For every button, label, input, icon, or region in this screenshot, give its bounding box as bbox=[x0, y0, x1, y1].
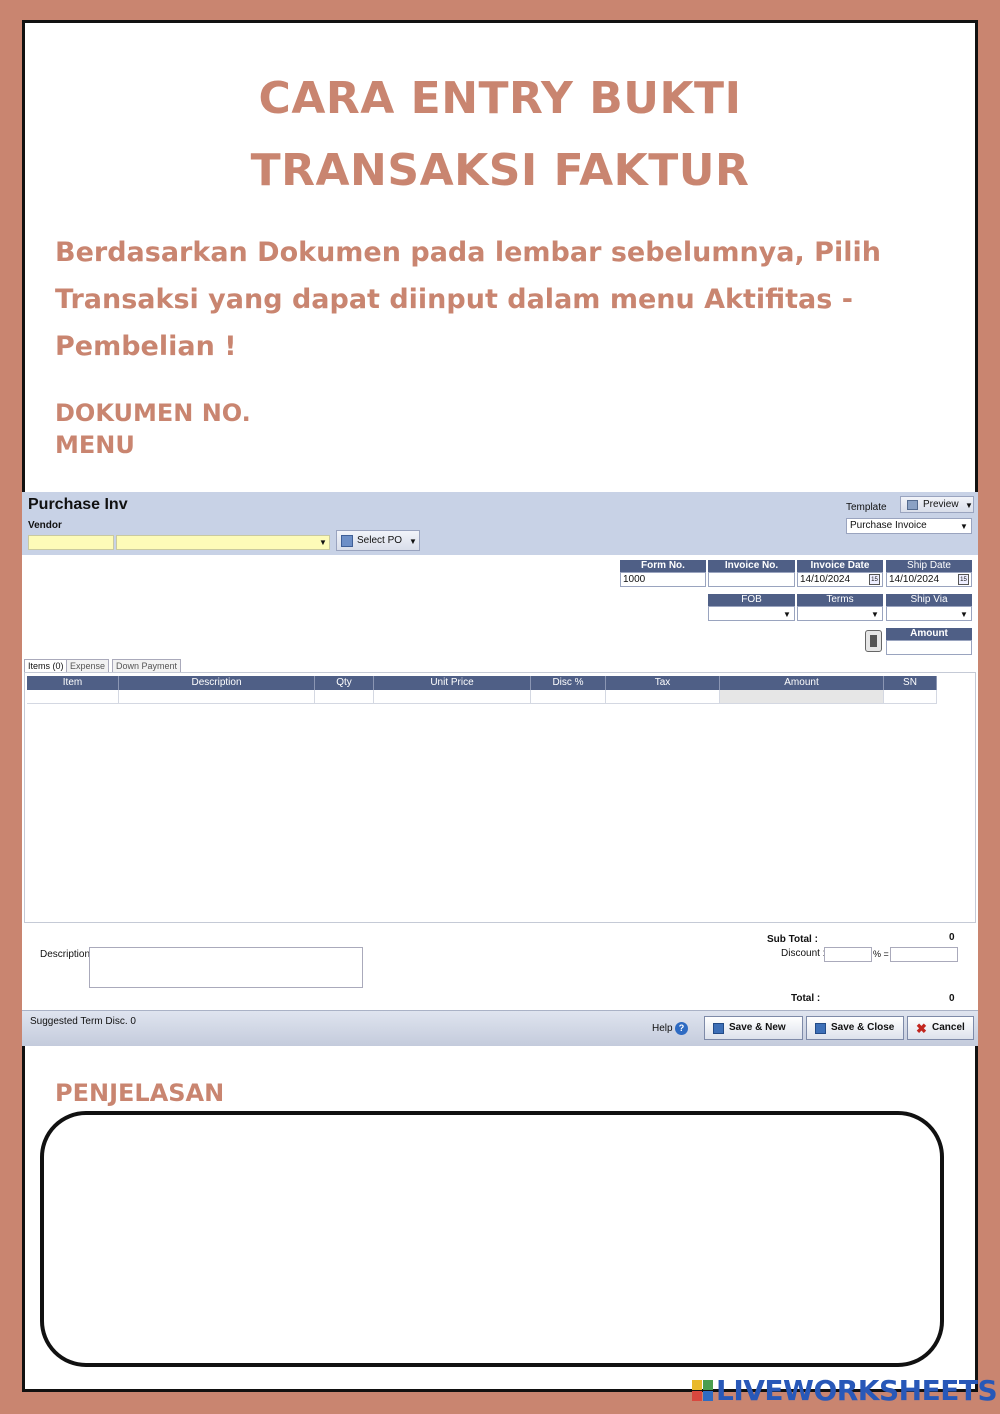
cancel-button[interactable] bbox=[907, 1016, 974, 1040]
amount-input[interactable] bbox=[886, 640, 972, 655]
column-tax[interactable]: Tax bbox=[606, 676, 720, 690]
cell-unit-price[interactable] bbox=[374, 690, 531, 704]
total-label: Total : bbox=[791, 993, 821, 1004]
terms-header: Terms bbox=[797, 594, 883, 606]
cancel-label: Cancel bbox=[932, 1022, 965, 1033]
cell-qty[interactable] bbox=[315, 690, 374, 704]
description-textarea[interactable] bbox=[89, 947, 363, 988]
cell-sn[interactable] bbox=[884, 690, 937, 704]
worksheet-title-line2: TRANSAKSI FAKTUR bbox=[250, 145, 750, 196]
invoice-no-header: Invoice No. bbox=[708, 560, 795, 572]
worksheet-title-line1: CARA ENTRY BUKTI bbox=[258, 73, 742, 124]
vendor-dropdown-arrow-icon[interactable]: ▼ bbox=[319, 538, 327, 547]
calendar-icon[interactable]: 15 bbox=[869, 574, 880, 585]
amount-header: Amount bbox=[886, 628, 972, 640]
liveworksheets-wordmark: LIVEWORKSHEETS bbox=[716, 1374, 998, 1407]
save-icon bbox=[815, 1023, 826, 1034]
chevron-down-icon: ▼ bbox=[965, 501, 973, 510]
preview-label: Preview bbox=[923, 499, 959, 510]
calculator-icon[interactable] bbox=[865, 630, 882, 652]
preview-button[interactable] bbox=[900, 496, 974, 513]
vendor-label: Vendor bbox=[28, 520, 62, 531]
window-title: Purchase Inv bbox=[28, 496, 128, 513]
column-item[interactable]: Item bbox=[27, 676, 119, 690]
chevron-down-icon: ▼ bbox=[871, 610, 879, 619]
total-value: 0 bbox=[949, 993, 955, 1004]
template-label: Template bbox=[846, 502, 887, 513]
template-value: Purchase Invoice bbox=[850, 520, 927, 531]
suggested-term-disc: Suggested Term Disc. 0 bbox=[30, 1016, 136, 1027]
column-unit-price[interactable]: Unit Price bbox=[374, 676, 531, 690]
tab-down-payment[interactable]: Down Payment bbox=[112, 659, 181, 673]
penjelasan-answer-box[interactable] bbox=[40, 1111, 944, 1367]
ship-date-header: Ship Date bbox=[886, 560, 972, 572]
penjelasan-label: PENJELASAN bbox=[55, 1079, 225, 1107]
save-new-label: Save & New bbox=[729, 1022, 786, 1033]
discount-label: Discount : bbox=[781, 948, 826, 959]
vendor-name-input[interactable] bbox=[116, 535, 330, 550]
cell-description[interactable] bbox=[119, 690, 315, 704]
ship-date-input[interactable] bbox=[886, 572, 972, 587]
select-po-icon bbox=[341, 535, 353, 547]
description-label: Description bbox=[40, 949, 91, 960]
app-header bbox=[22, 492, 978, 555]
subtotal-label: Sub Total : bbox=[767, 934, 818, 945]
discount-percent-input[interactable] bbox=[824, 947, 872, 962]
help-label[interactable]: Help bbox=[652, 1023, 673, 1034]
chevron-down-icon: ▼ bbox=[409, 537, 417, 546]
subtotal-value: 0 bbox=[949, 932, 955, 943]
template-select[interactable] bbox=[846, 518, 972, 534]
calendar-icon[interactable]: 15 bbox=[958, 574, 969, 585]
purchase-invoice-window bbox=[22, 492, 978, 1046]
invoice-date-value: 14/10/2024 bbox=[800, 574, 851, 585]
save-close-button[interactable] bbox=[806, 1016, 904, 1040]
app-footer bbox=[22, 1010, 978, 1046]
vendor-code-input[interactable] bbox=[28, 535, 114, 550]
close-icon: ✖ bbox=[916, 1021, 927, 1036]
ship-via-select[interactable] bbox=[886, 606, 972, 621]
chevron-down-icon: ▼ bbox=[960, 610, 968, 619]
cell-tax[interactable] bbox=[606, 690, 720, 704]
select-po-label: Select PO bbox=[357, 535, 403, 546]
dokumen-no-label: DOKUMEN NO. bbox=[55, 399, 251, 427]
ship-via-header: Ship Via bbox=[886, 594, 972, 606]
column-sn[interactable]: SN bbox=[884, 676, 937, 690]
ship-date-value: 14/10/2024 bbox=[889, 574, 940, 585]
tab-expense[interactable]: Expense bbox=[66, 659, 109, 673]
liveworksheets-mark-icon bbox=[692, 1380, 714, 1402]
form-no-header: Form No. bbox=[620, 560, 706, 572]
select-po-button[interactable] bbox=[336, 530, 420, 551]
chevron-down-icon: ▼ bbox=[783, 610, 791, 619]
form-no-input[interactable]: 1000 bbox=[620, 572, 706, 587]
percent-label: % = bbox=[873, 949, 889, 959]
save-new-button[interactable] bbox=[704, 1016, 803, 1040]
save-close-label: Save & Close bbox=[831, 1022, 895, 1033]
discount-amount-input[interactable] bbox=[890, 947, 958, 962]
terms-select[interactable] bbox=[797, 606, 883, 621]
grid-header bbox=[27, 676, 937, 690]
table-row[interactable] bbox=[27, 690, 937, 704]
invoice-date-input[interactable] bbox=[797, 572, 883, 587]
menu-label: MENU bbox=[55, 431, 135, 459]
invoice-no-input[interactable] bbox=[708, 572, 795, 587]
fob-select[interactable] bbox=[708, 606, 795, 621]
invoice-date-header: Invoice Date bbox=[797, 560, 883, 572]
save-icon bbox=[713, 1023, 724, 1034]
items-grid bbox=[24, 672, 976, 923]
column-disc[interactable]: Disc % bbox=[531, 676, 606, 690]
column-amount[interactable]: Amount bbox=[720, 676, 884, 690]
cell-amount bbox=[720, 690, 884, 704]
chevron-down-icon: ▼ bbox=[960, 522, 968, 531]
cell-disc[interactable] bbox=[531, 690, 606, 704]
cell-item[interactable] bbox=[27, 690, 119, 704]
fob-header: FOB bbox=[708, 594, 795, 606]
instruction-text: Berdasarkan Dokumen pada lembar sebelumnya, Pilih Transaksi yang dapat diinput dalam menu Aktifitas - Pembelian ! bbox=[55, 237, 881, 362]
help-icon[interactable]: ? bbox=[675, 1022, 688, 1035]
tab-items[interactable]: Items (0) bbox=[24, 659, 68, 673]
column-qty[interactable]: Qty bbox=[315, 676, 374, 690]
column-description[interactable]: Description bbox=[119, 676, 315, 690]
printer-icon bbox=[907, 500, 918, 510]
